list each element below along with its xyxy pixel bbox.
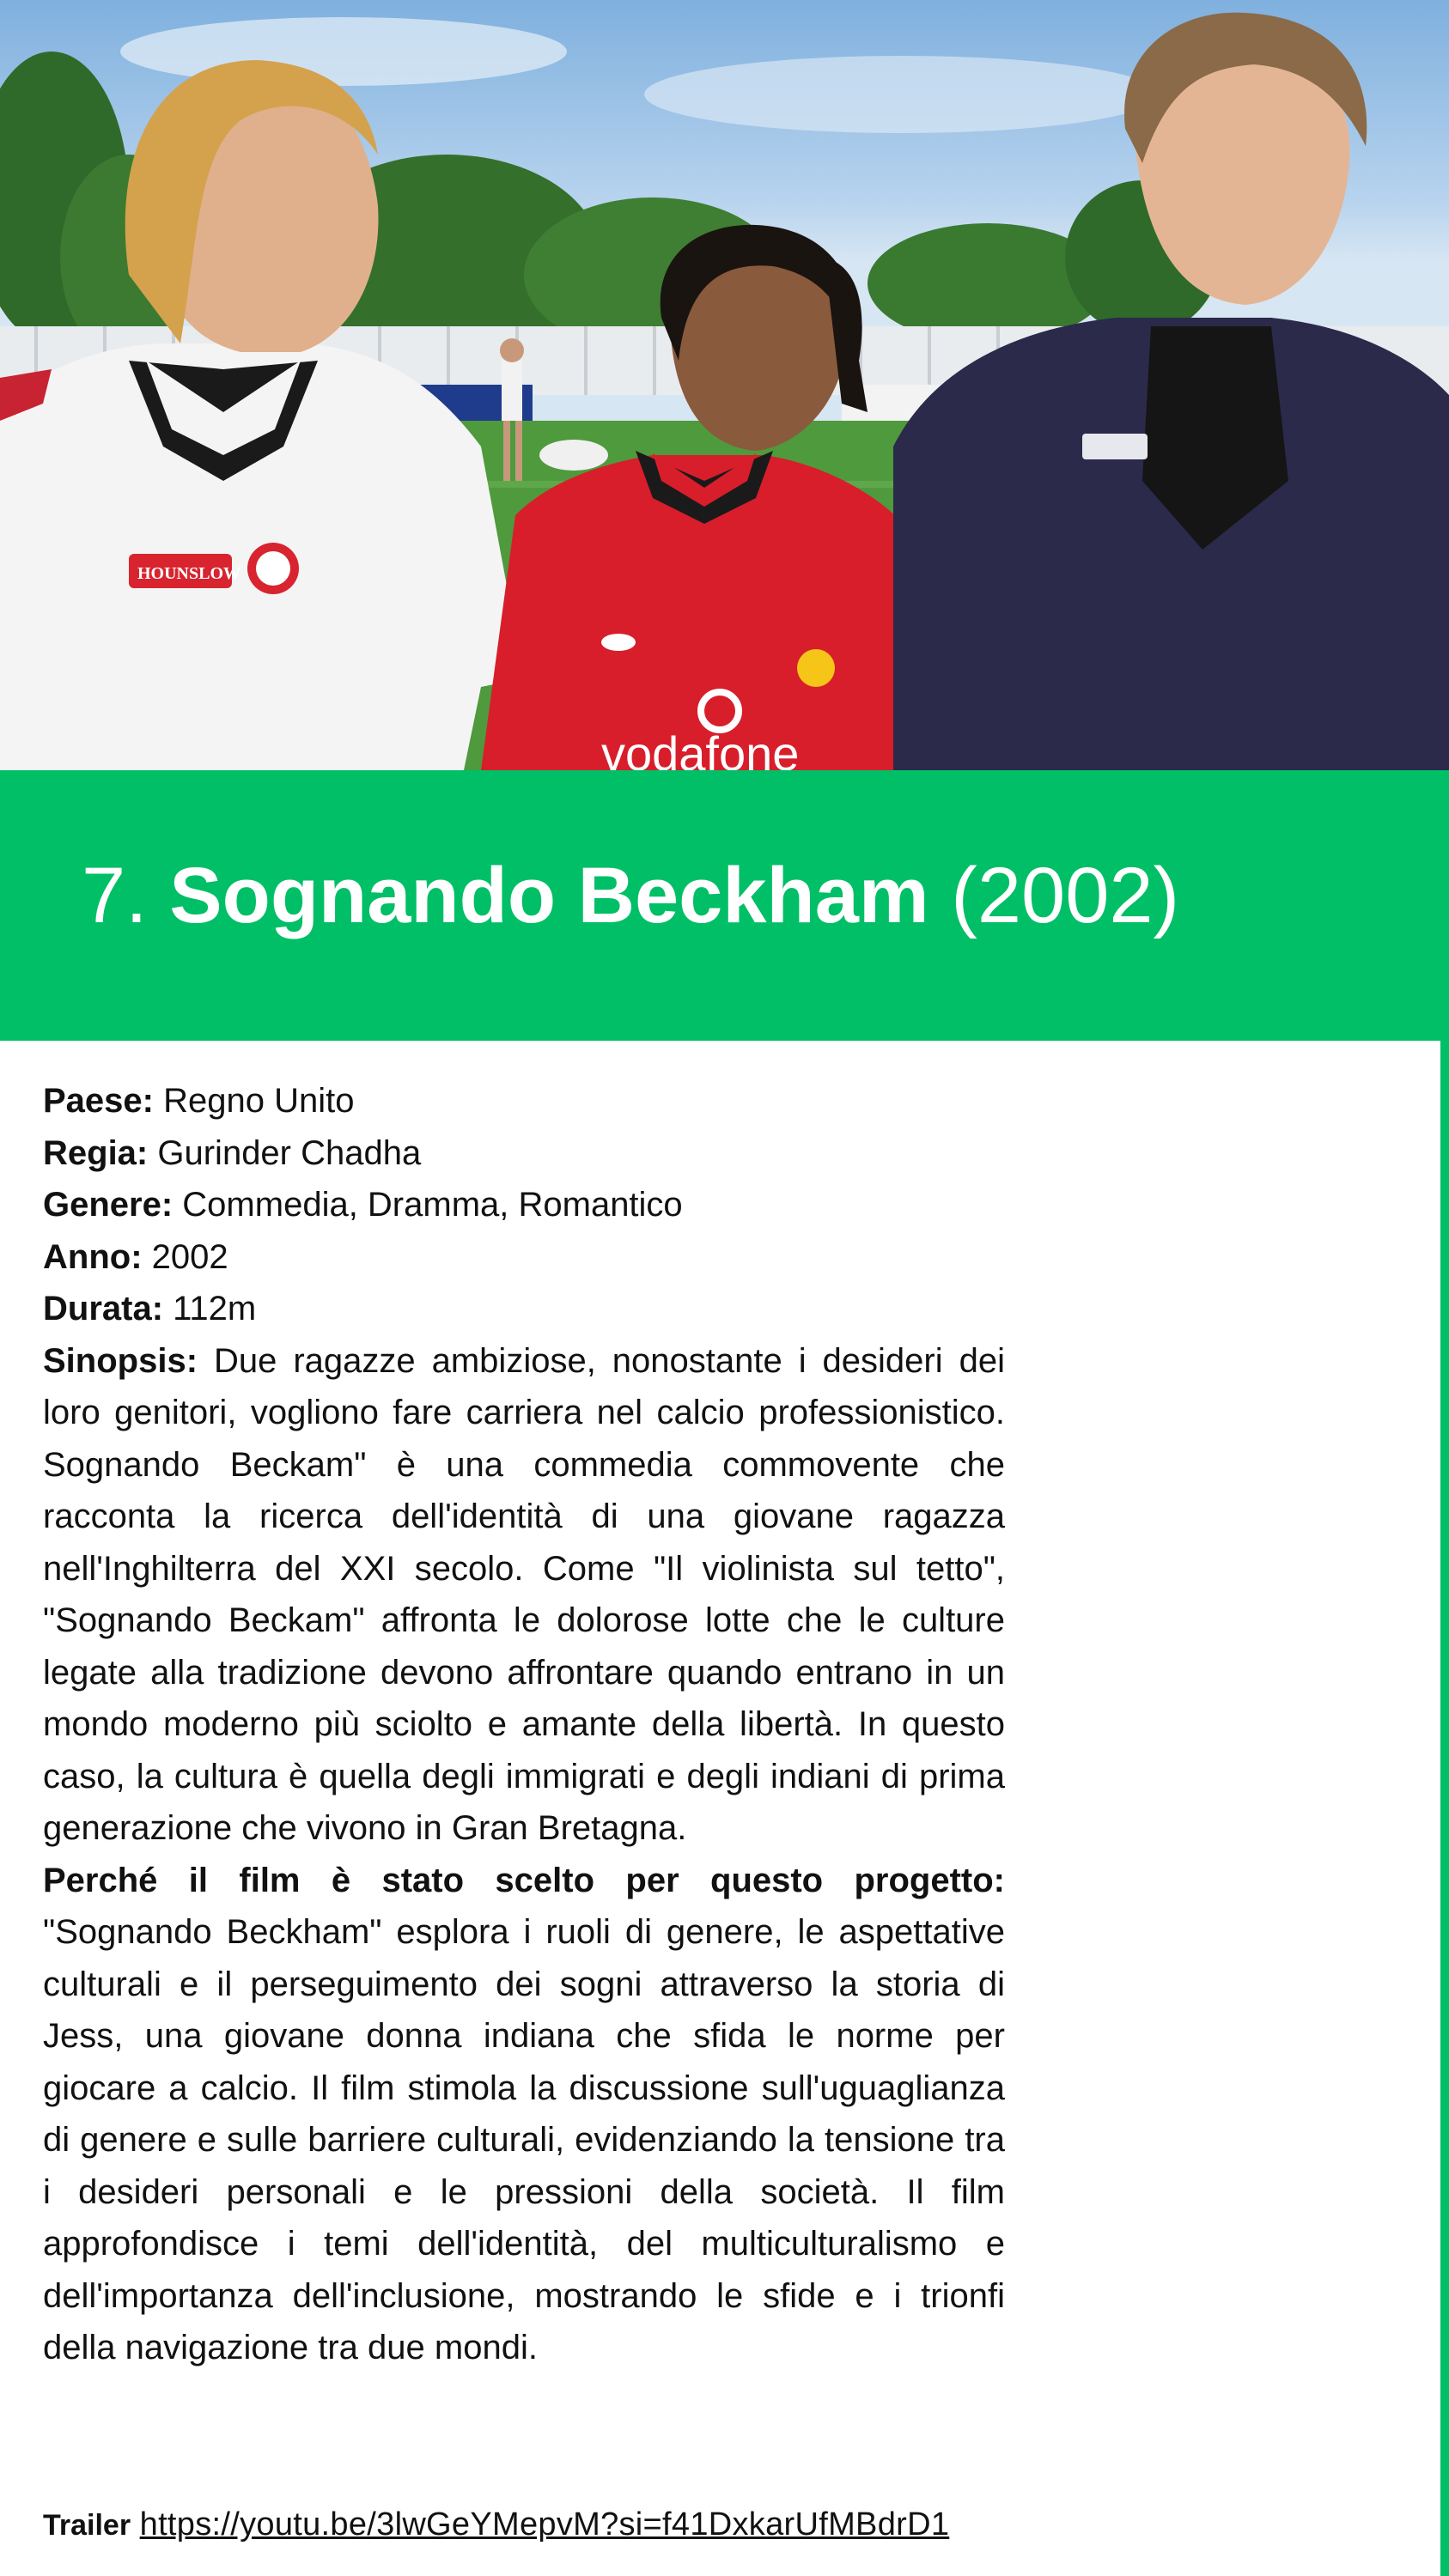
sponsor-text: vodafone xyxy=(601,726,800,770)
detail-label: Perché il film è stato scelto per questo progetto: xyxy=(43,1861,1005,1899)
detail-label: Genere: xyxy=(43,1186,174,1224)
detail-label: Paese: xyxy=(43,1082,154,1120)
synopsis-text: Due ragazze ambiziose, nonostante i desideri dei loro genitori, vogliono fare carriera nel calcio professionistico. Sognando Beckam" è una commedia commovente che racconta la ricerca dell'identità di una giovane ragazza nell'Inghilterra del XXI secolo. Come "Il violinista sul tetto", "Sognando Beckam" affronta le dolorose lotte che le culture legate alla tradizione devono affrontare quando entrano in un mondo moderno più sciolto e amante della libertà. In questo caso, la cultura è quella degli immigrati e degli indiani di prima generazione che vivono in Gran Bretagna. xyxy=(43,1341,1005,1847)
trailer-row xyxy=(43,2500,949,2549)
detail-anno xyxy=(43,1231,1005,1284)
detail-value: 2002 xyxy=(151,1237,228,1276)
detail-genere xyxy=(43,1179,1005,1231)
detail-label: Anno: xyxy=(43,1237,143,1276)
detail-regia xyxy=(43,1127,1005,1180)
detail-value: Commedia, Dramma, Romantico xyxy=(182,1186,683,1224)
right-accent-rule xyxy=(1440,1041,1449,2576)
trailer-label: Trailer xyxy=(43,2509,131,2542)
detail-label: Durata: xyxy=(43,1290,164,1327)
detail-perche xyxy=(43,1855,1005,2374)
detail-value: 112m xyxy=(173,1290,257,1327)
detail-paese xyxy=(43,1075,1005,1127)
detail-durata xyxy=(43,1283,1005,1335)
movie-still-illustration xyxy=(0,0,1449,770)
page-title xyxy=(82,848,1179,943)
shirt-badge-text: HOUNSLOW xyxy=(137,564,241,583)
film-year: (2002) xyxy=(951,852,1180,939)
reason-text: "Sognando Beckham" esplora i ruoli di genere, le aspettative culturali e il perseguimento dei sogni attraverso la storia di Jess, una giovane donna indiana che sfida le norme per giocare a calcio. Il film stimola la discussione sull'uguaglianza di genere e sulle barriere culturali, evidenziando la tensione tra i desideri personali e le pressioni della società. Il film approfondisce i temi dell'identità, del multiculturalismo e dell'importanza dell'inclusione, mostrando le sfide e i trionfi della navigazione tra due mondi. xyxy=(43,1913,1005,2366)
detail-label: Sinopsis: xyxy=(43,1341,198,1380)
detail-label: Regia: xyxy=(43,1133,149,1172)
trailer-link[interactable]: https://youtu.be/3lwGeYMepvM?si=f41DxkarUfMBdrD1 xyxy=(139,2506,950,2543)
film-number: 7. xyxy=(82,852,148,939)
movie-still-photo xyxy=(0,0,1449,770)
detail-value: Gurinder Chadha xyxy=(157,1133,422,1172)
detail-sinopsis xyxy=(43,1335,1005,1855)
detail-value: Regno Unito xyxy=(163,1082,355,1120)
film-details xyxy=(43,1075,1005,2374)
film-title: Sognando Beckham xyxy=(169,852,929,939)
